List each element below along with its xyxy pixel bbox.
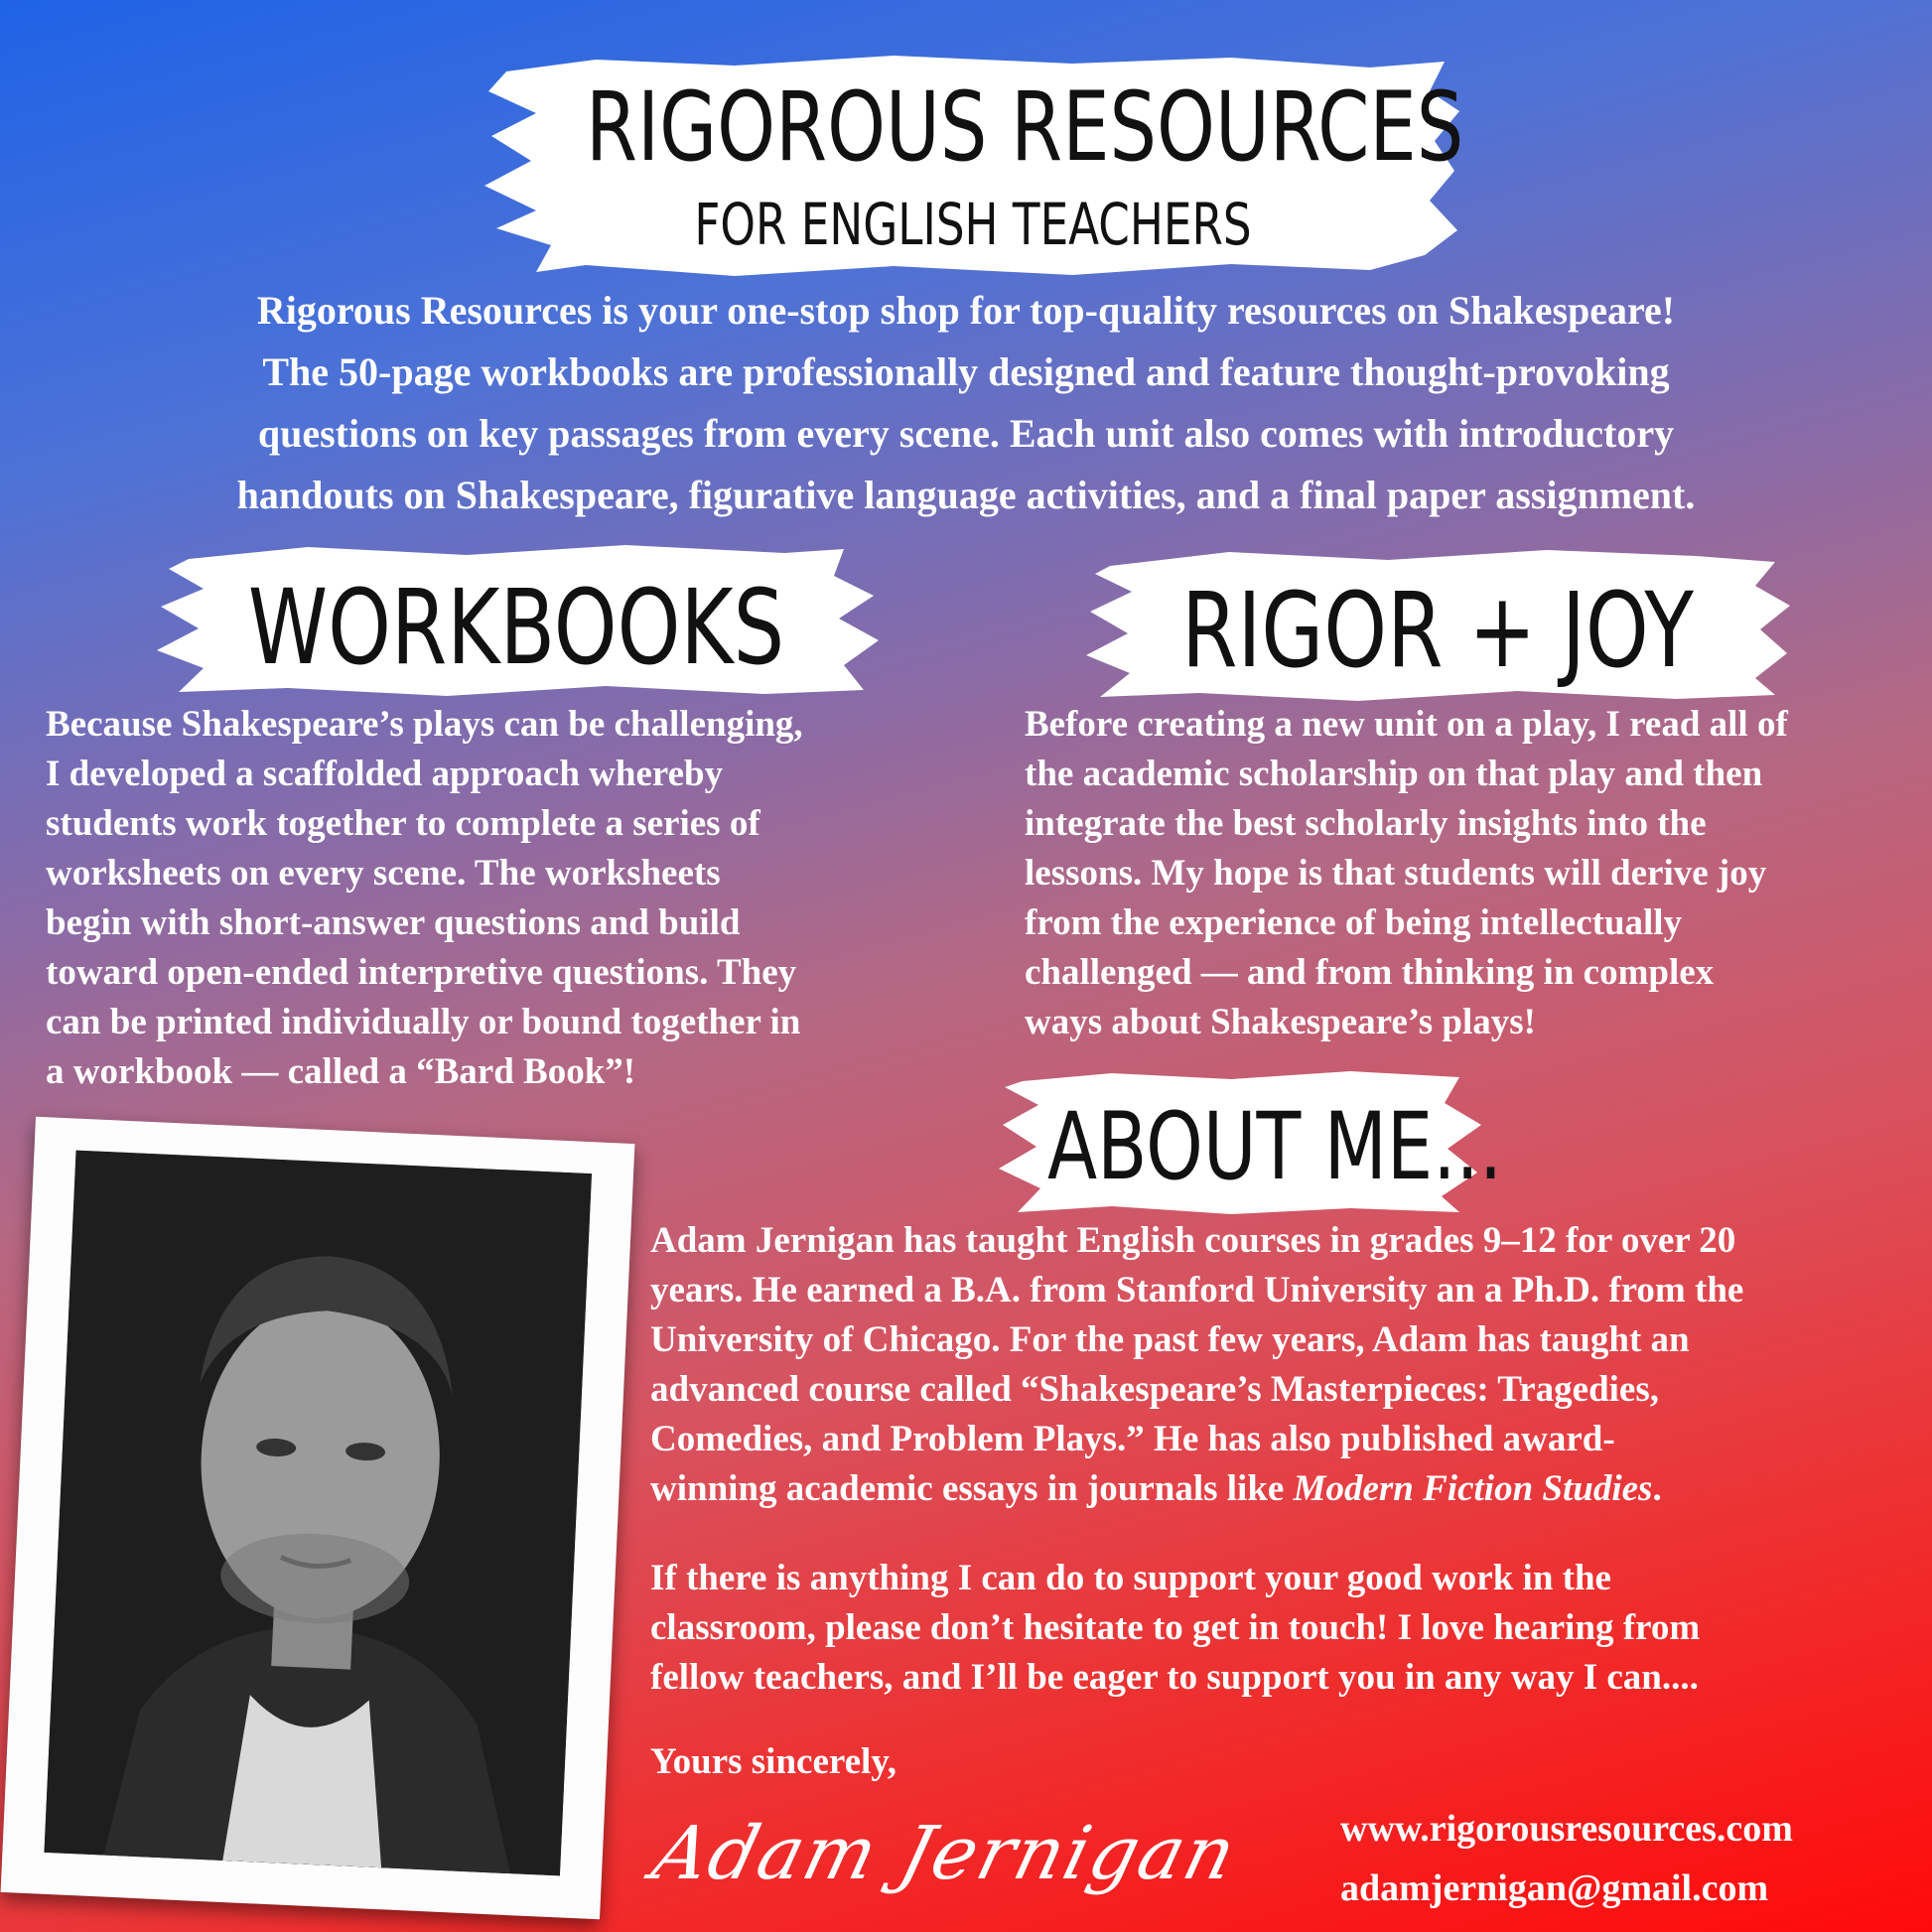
intro-line: The 50-page workbooks are professionally designed and feature thought-provoking	[262, 349, 1670, 394]
intro-line: questions on key passages from every scene. Each unit also comes with introductory	[257, 411, 1675, 456]
bio-line: Comedies, and Problem Plays.” He has also published award-	[650, 1419, 1615, 1459]
workbooks-line: begin with short-answer questions and build	[46, 902, 741, 943]
support-paragraph	[650, 1554, 1700, 1703]
bio-line-suffix: .	[1652, 1468, 1662, 1509]
rigor-joy-line: lessons. My hope is that students will derive joy	[1025, 853, 1767, 894]
workbooks-paragraph	[46, 700, 803, 1097]
bio-line-prefix: winning academic essays in journals like	[650, 1468, 1294, 1509]
intro-paragraph	[0, 280, 1932, 526]
workbooks-line: I developed a scaffolded approach whereby	[46, 754, 724, 794]
website-link[interactable]: www.rigorousresources.com	[1340, 1808, 1793, 1850]
header-title: RIGOROUS RESOURCES	[586, 71, 1464, 183]
workbooks-banner	[149, 541, 884, 700]
rigor-joy-line: the academic scholarship on that play and then	[1025, 754, 1763, 794]
rigor-joy-banner	[1080, 544, 1795, 703]
rigor-joy-paragraph	[1025, 700, 1788, 1047]
header-banner	[477, 52, 1469, 280]
rigor-joy-line: ways about Shakespeare’s plays!	[1025, 1002, 1537, 1042]
bio-line: years. He earned a B.A. from Stanford University an a Ph.D. from the	[650, 1270, 1744, 1311]
rigor-joy-heading: RIGOR + JOY	[1181, 570, 1694, 691]
about-bio	[650, 1216, 1743, 1514]
rigor-joy-line: integrate the best scholarly insights into the	[1025, 803, 1707, 844]
closing-text	[650, 1737, 897, 1787]
intro-line: Rigorous Resources is your one-stop shop for top-quality resources on Shakespeare!	[256, 288, 1676, 333]
support-line: If there is anything I can do to support your good work in the	[650, 1558, 1611, 1598]
bio-line: Adam Jernigan has taught English courses in grades 9–12 for over 20	[650, 1220, 1736, 1261]
bio-line	[650, 1464, 1743, 1514]
support-line: fellow teachers, and I’ll be eager to support you in any way I can....	[650, 1657, 1699, 1698]
workbooks-heading: WORKBOOKS	[247, 567, 785, 688]
closing-line: Yours sincerely,	[650, 1741, 897, 1782]
workbooks-line: students work together to complete a series of	[46, 803, 760, 844]
workbooks-line: can be printed individually or bound together in	[46, 1002, 801, 1042]
rigor-joy-line: challenged — and from thinking in complex	[1025, 952, 1715, 993]
about-heading: ABOUT ME...	[1047, 1093, 1503, 1201]
workbooks-line: a workbook — called a “Bard Book”!	[46, 1051, 636, 1092]
intro-line: handouts on Shakespeare, figurative language activities, and a final paper assignment.	[236, 473, 1696, 517]
workbooks-line: Because Shakespeare’s plays can be challenging,	[46, 704, 803, 745]
rigor-joy-line: from the experience of being intellectually	[1025, 902, 1683, 943]
workbooks-line: toward open-ended interpretive questions. They	[46, 952, 797, 993]
support-line: classroom, please don’t hesitate to get in touch! I love hearing from	[650, 1607, 1701, 1648]
about-banner	[993, 1067, 1503, 1216]
portrait-image	[44, 1151, 592, 1876]
email-link[interactable]: adamjernigan@gmail.com	[1340, 1867, 1769, 1909]
bio-line: advanced course called “Shakespeare’s Masterpieces: Tragedies,	[650, 1369, 1660, 1410]
rigor-joy-line: Before creating a new unit on a play, I read all of	[1025, 704, 1788, 745]
bio-line: University of Chicago. For the past few years, Adam has taught an	[650, 1319, 1690, 1360]
header-subtitle: FOR ENGLISH TEACHERS	[694, 191, 1252, 258]
signature: Adam Jernigan	[644, 1811, 1246, 1896]
workbooks-line: worksheets on every scene. The worksheets	[46, 853, 721, 894]
photo-frame	[1, 1117, 635, 1920]
journal-title: Modern Fiction Studies	[1293, 1468, 1653, 1509]
author-photo	[44, 1151, 592, 1876]
